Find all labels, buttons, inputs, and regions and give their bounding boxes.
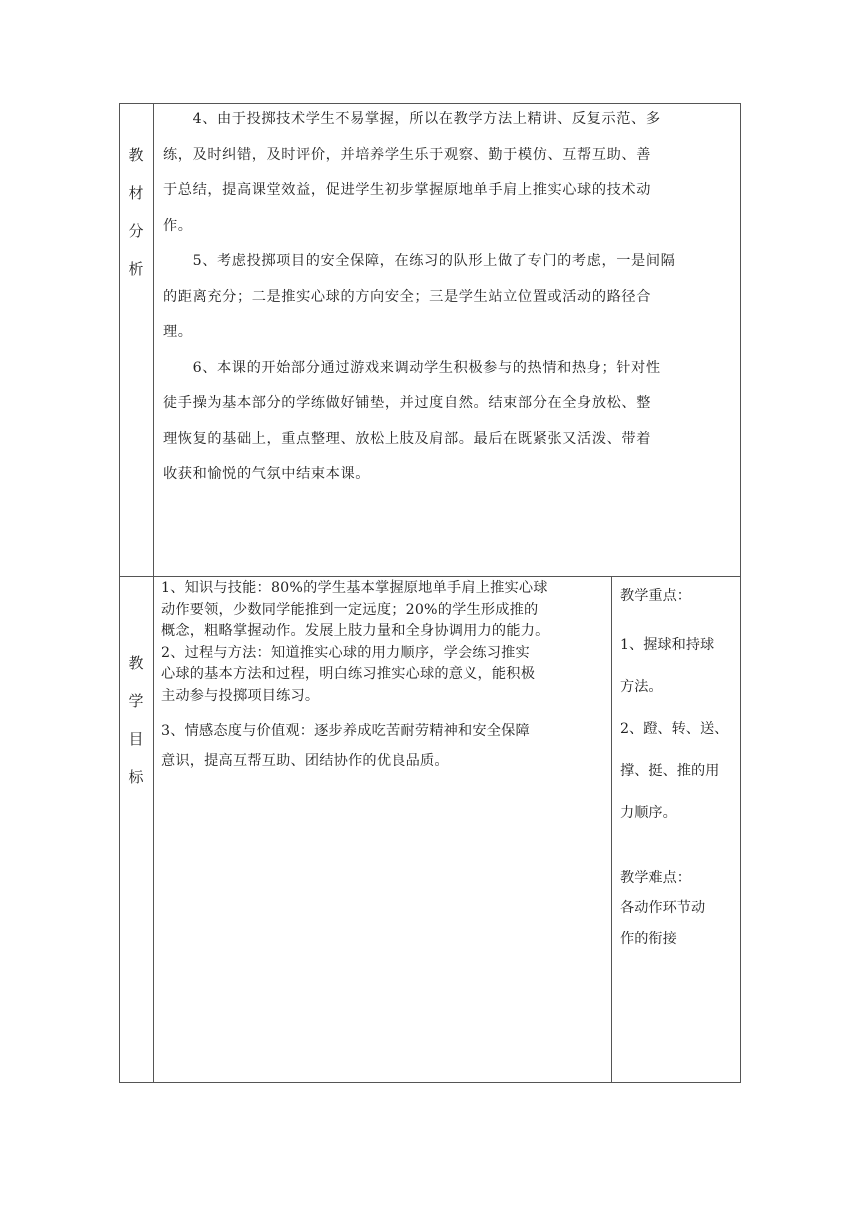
section-label-analysis <box>119 140 153 284</box>
label-column-divider <box>153 103 154 1083</box>
goals-line: 主动参与投掷项目练习。 <box>161 687 320 704</box>
label-char: 分 <box>128 222 144 240</box>
key-point-line: 方法。 <box>620 679 663 695</box>
analysis-line: 5、考虑投掷项目的安全保障，在练习的队形上做了专门的考虑，一是间隔 <box>163 253 676 269</box>
goals-line: 概念，粗略掌握动作。发展上肢力量和全身协调用力的能力。 <box>161 623 550 639</box>
focus-column-divider <box>611 576 612 1083</box>
goals-line: 动作要领，少数同学能推到一定远度；20%的学生形成推的 <box>161 601 539 618</box>
goals-line: 2、过程与方法：知道推实心球的用力顺序，学会练习推实 <box>161 644 530 661</box>
analysis-line: 徒手操为基本部分的学练做好铺垫，并过度自然。结束部分在全身放松、整 <box>163 395 651 411</box>
label-char: 目 <box>128 730 144 748</box>
focus-column <box>620 581 738 955</box>
analysis-line: 于总结，提高课堂效益，促进学生初步掌握原地单手肩上推实心球的技术动 <box>163 182 651 198</box>
analysis-text <box>163 102 737 493</box>
key-point-line: 2、蹬、转、送、 <box>620 721 729 737</box>
difficulty-line: 作的衔接 <box>620 931 677 947</box>
label-char: 析 <box>128 260 144 278</box>
label-char: 材 <box>128 184 144 202</box>
analysis-line: 收获和愉悦的气氛中结束本课。 <box>163 466 371 482</box>
label-char: 教 <box>128 146 144 164</box>
analysis-line: 的距离充分；二是推实心球的方向安全；三是学生站立位置或活动的路径合 <box>163 288 651 305</box>
analysis-line: 6、本课的开始部分通过游戏来调动学生积极参与的热情和热身；针对性 <box>163 359 661 376</box>
analysis-line: 4、由于投掷技术学生不易掌握，所以在教学方法上精讲、反复示范、多 <box>163 111 661 127</box>
analysis-line: 理恢复的基础上，重点整理、放松上肢及肩部。最后在既紧张又活泼、带着 <box>163 430 651 447</box>
goals-line: 1、知识与技能：80%的学生基本掌握原地单手肩上推实心球 <box>161 580 548 596</box>
key-point-line: 力顺序。 <box>620 805 677 821</box>
label-char: 学 <box>128 692 144 710</box>
analysis-line: 理。 <box>163 324 193 340</box>
section-divider <box>119 576 741 577</box>
key-point-line: 1、握球和持球 <box>620 637 715 653</box>
key-points-title: 教学重点： <box>620 588 691 604</box>
difficulty-line: 各动作环节动 <box>620 900 706 916</box>
goals-line: 3、情感态度与价值观：逐步养成吃苦耐劳精神和安全保障 <box>161 723 530 739</box>
goals-line: 心球的基本方法和过程，明白练习推实心球的意义，能积极 <box>161 666 536 682</box>
label-char: 标 <box>128 768 144 786</box>
difficulty-title: 教学难点： <box>620 870 691 886</box>
key-point-line: 撑、挺、推的用 <box>620 763 720 779</box>
goals-text <box>161 578 609 776</box>
label-char: 教 <box>128 654 144 672</box>
goals-line: 意识，提高互帮互助、团结协作的优良品质。 <box>161 753 449 769</box>
analysis-line: 练，及时纠错，及时评价，并培养学生乐于观察、勤于模仿、互帮互助、善 <box>163 146 651 163</box>
section-label-goals <box>119 648 153 792</box>
analysis-line: 作。 <box>163 217 193 234</box>
